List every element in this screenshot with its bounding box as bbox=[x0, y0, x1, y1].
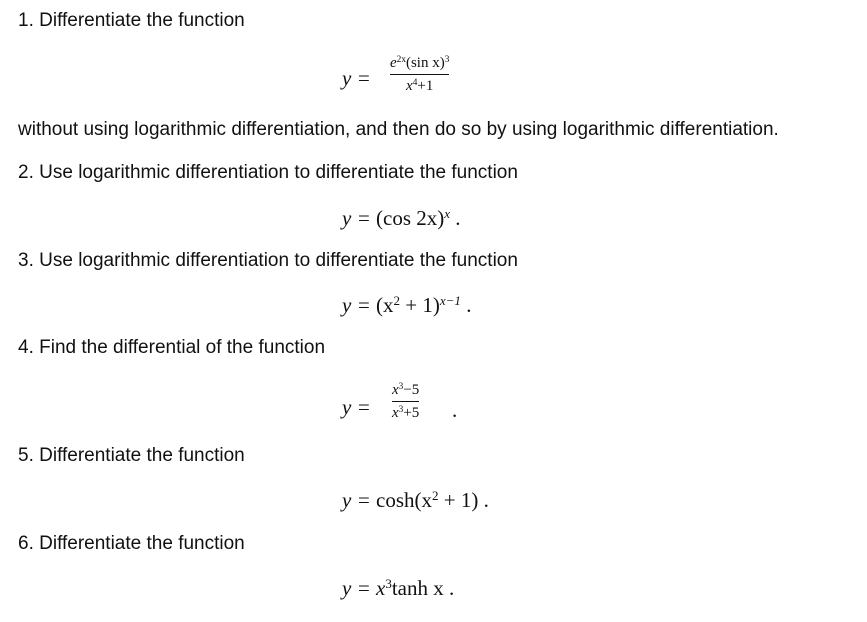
problem-2-equation: y = (cos 2x)$^x$ . bbox=[342, 205, 461, 230]
problem-6-equation: $y = x^3\tanh$ x . bbox=[342, 575, 455, 600]
problem-3-equation: $y = (x^2 + 1)^{x-1}$ . bbox=[342, 292, 472, 317]
problem-4-fraction bbox=[392, 381, 419, 422]
problem-1-lhs: y = bbox=[342, 66, 371, 90]
problem-2-heading: 2. Use logarithmic differentiation to differentiate the function bbox=[18, 162, 518, 183]
problem-1-heading: 1. Differentiate the function bbox=[18, 10, 245, 31]
problem-4-fraction-bar bbox=[392, 401, 419, 402]
problem-4-period: . bbox=[452, 398, 458, 422]
problem-5-equation: $y = \cosh(x^2 + 1)$ . bbox=[342, 487, 489, 512]
problem-4-lhs: y = bbox=[342, 395, 371, 419]
problem-1-after-text: without using logarithmic differentiation, and then do so by using logarithmic differentiation. bbox=[18, 119, 779, 140]
problem-1-denominator: $x^4+1$ bbox=[406, 77, 434, 94]
problem-3-heading: 3. Use logarithmic differentiation to differentiate the function bbox=[18, 250, 518, 271]
problem-4-numerator: $x^3-5$ bbox=[392, 381, 420, 398]
problem-4-heading: 4. Find the differential of the function bbox=[18, 337, 326, 358]
problem-6-heading: 6. Differentiate the function bbox=[18, 533, 245, 554]
problem-1-numerator: $e^{2x}(\sin$ x)$^3$ bbox=[390, 54, 450, 71]
problem-1-fraction-bar bbox=[390, 74, 449, 75]
problem-1-fraction bbox=[390, 54, 449, 95]
problem-5-heading: 5. Differentiate the function bbox=[18, 445, 245, 466]
problem-4-denominator: $x^3+5$ bbox=[392, 404, 420, 421]
